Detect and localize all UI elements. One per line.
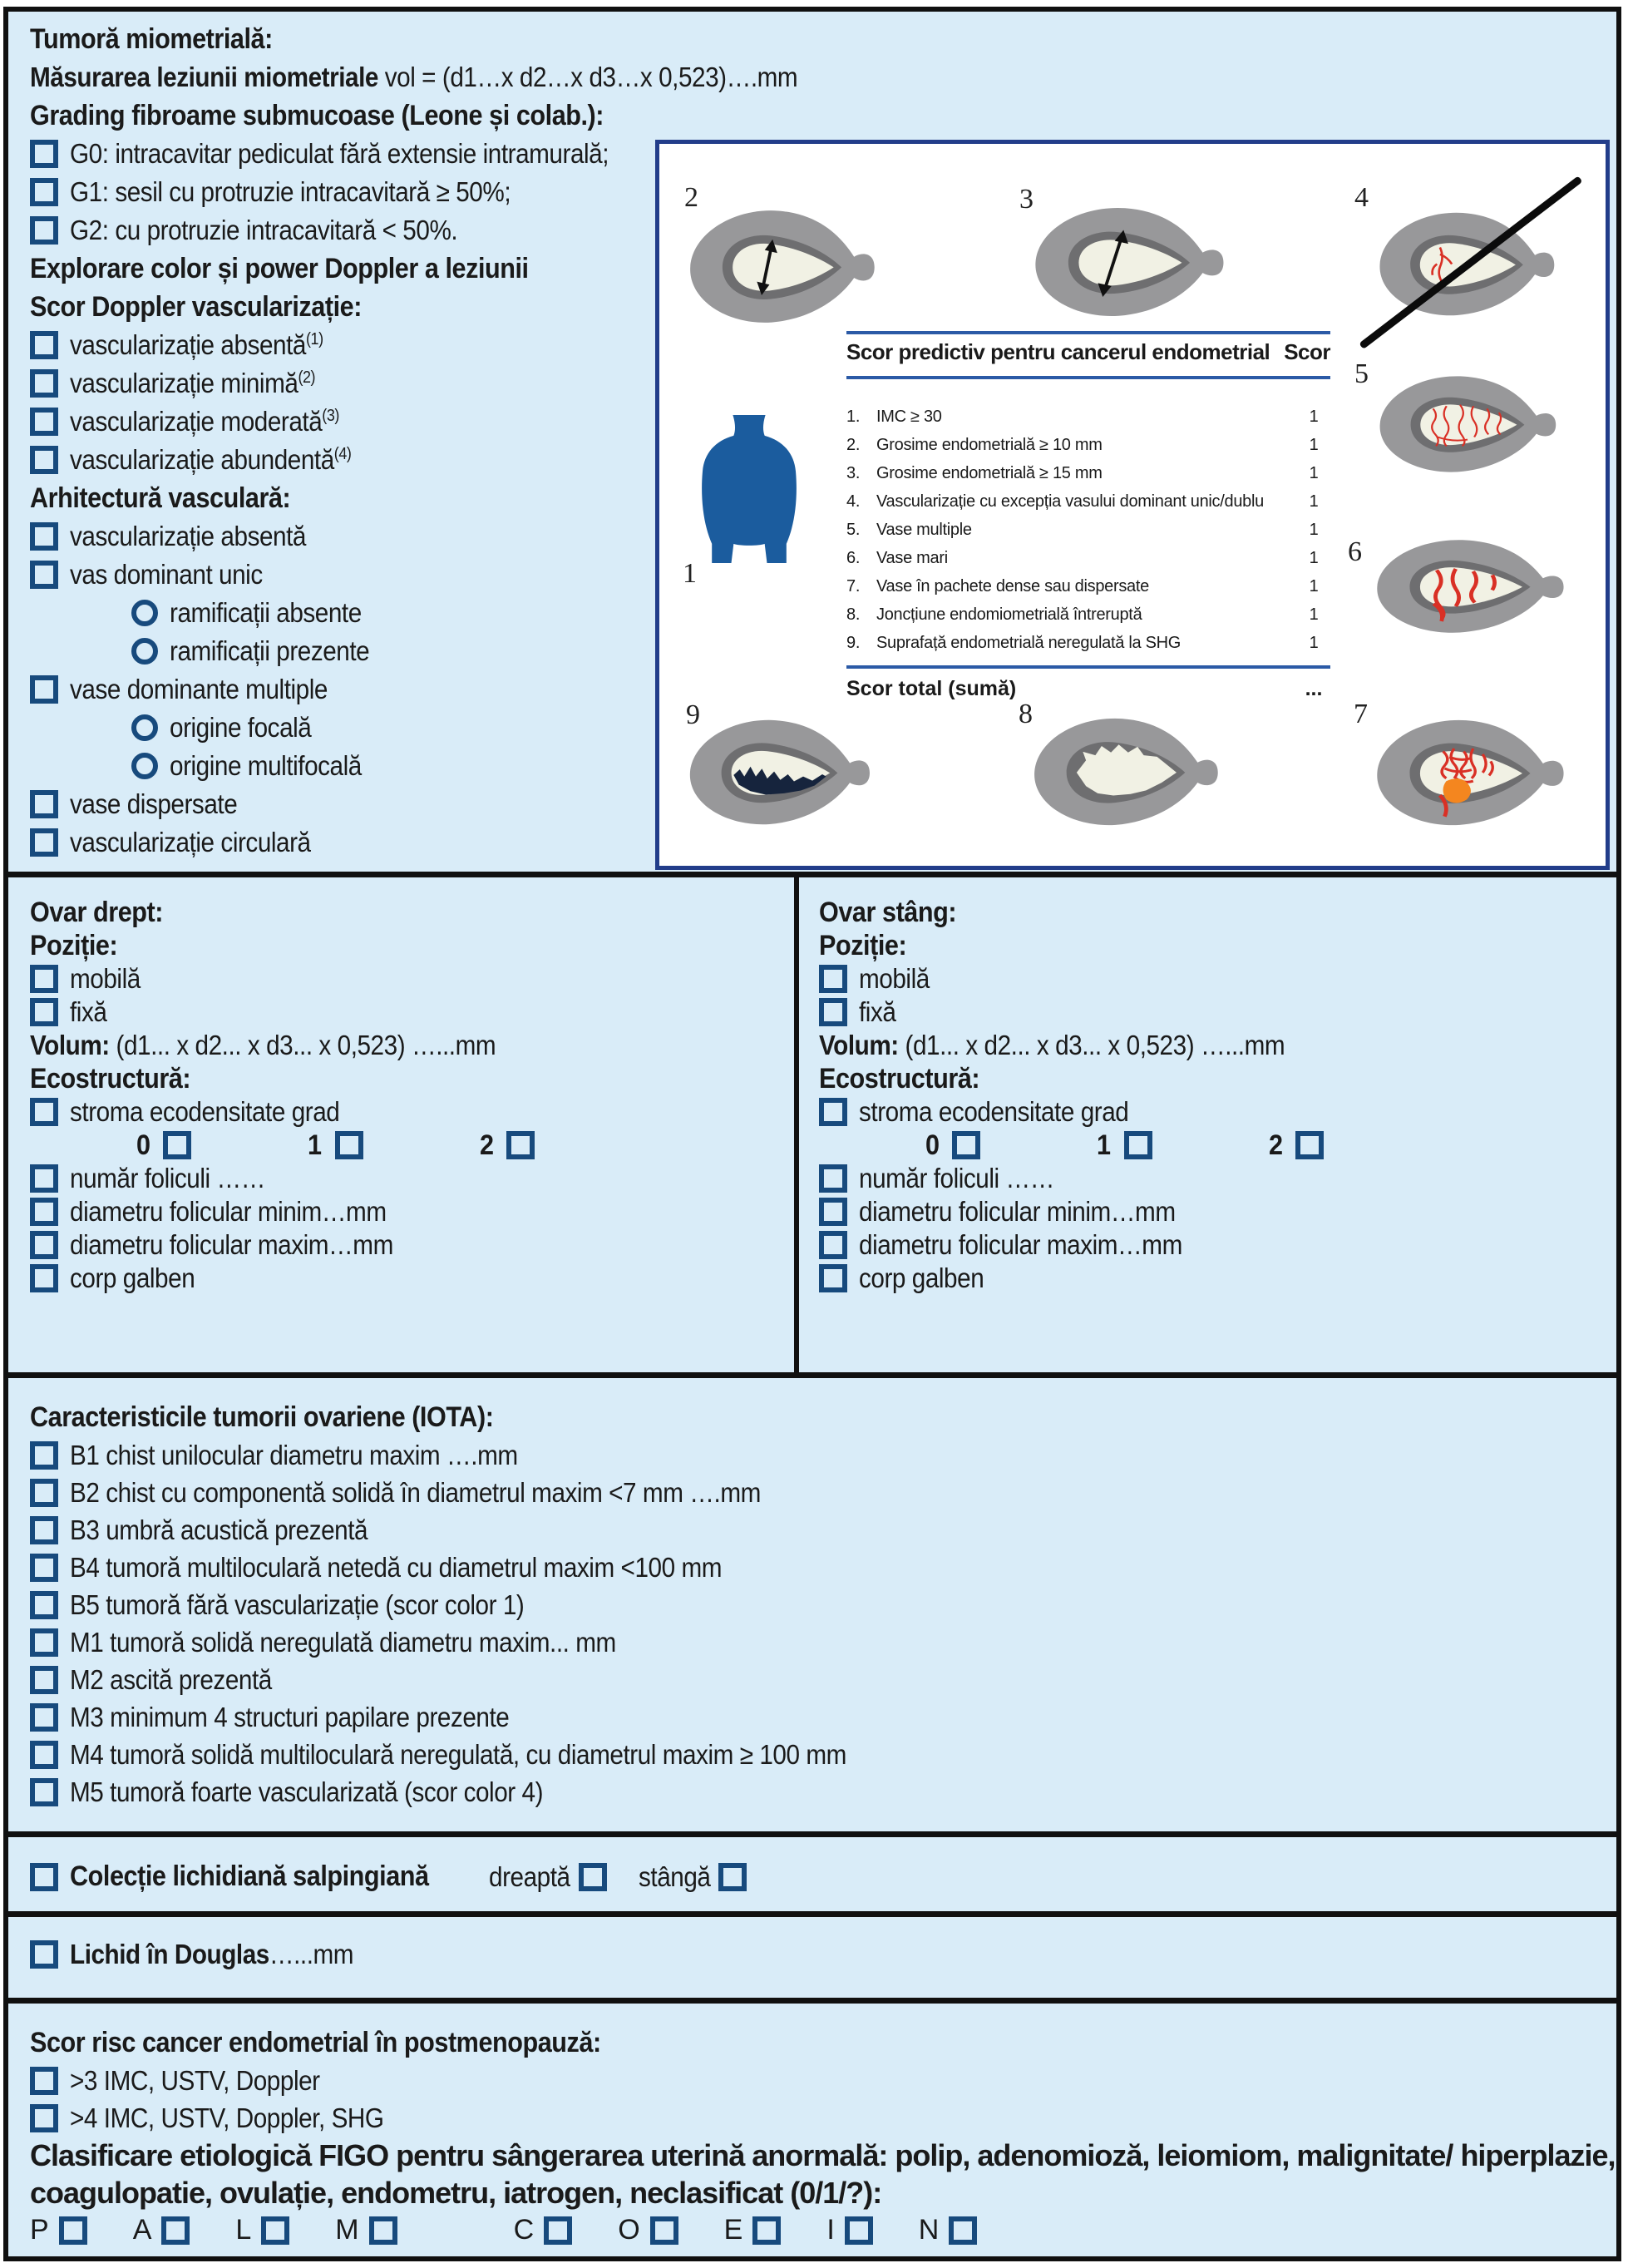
figure-label-8: 8 [1019, 699, 1033, 729]
radio-item-ramificatii-prezente [131, 632, 662, 670]
section-iota [30, 1399, 933, 1811]
checklist-item-m3 [30, 1698, 933, 1736]
checkbox-icon[interactable] [59, 2216, 87, 2245]
uterus-diagram-7 [1367, 716, 1573, 829]
checklist-label: vascularizație abundentă$^{(4)}$ [70, 444, 352, 475]
checklist-item-foliculi [30, 1162, 778, 1195]
section-lichid-douglas [30, 1935, 385, 1973]
table-row: 3. Grosime endometrială ≥ 15 mm 1 [846, 463, 1319, 482]
checklist-label: vase dominante multiple [70, 674, 328, 704]
table-score-header: Scor [1284, 339, 1330, 364]
table-row: 1. IMC ≥ 30 1 [846, 407, 1319, 426]
table-rule [846, 376, 1330, 379]
figo-line2: coagulopatie, ovulație, endometru, iatrogen, neclasificat (0/1/?): [30, 2175, 882, 2210]
checklist-label: B5 tumoră fără vascularizație (scor color 1) [70, 1589, 525, 1620]
checklist-label: M2 ascită prezentă [70, 1663, 272, 1695]
explorare-title: Explorare color și power Doppler a leziunii [30, 252, 529, 284]
checkbox-icon[interactable] [949, 2216, 977, 2245]
checklist-label: număr foliculi …… [70, 1163, 265, 1193]
uterus-diagram-9 [680, 716, 879, 828]
checklist-item-diam-min [30, 1195, 778, 1228]
checklist-label: M3 minimum 4 structuri papilare prezente [70, 1701, 510, 1732]
radio-icon[interactable] [131, 714, 158, 741]
checklist-item-scor3 [30, 2062, 1610, 2099]
checklist-item-g1 [30, 173, 662, 211]
checklist-item-mobila [819, 962, 1601, 996]
checkbox-icon[interactable] [952, 1131, 980, 1159]
checklist-item-vase-dominante [30, 670, 662, 709]
table-row: 4. Vascularizație cu excepția vasului dominant unic/dublu 1 [846, 492, 1319, 511]
arhitectura-title: Arhitectură vasculară: [30, 482, 291, 514]
total-label: Scor total (sumă) [846, 677, 1017, 700]
letter-a: A [132, 2214, 152, 2246]
checklist-item-lichid [30, 1935, 385, 1973]
table-rule [846, 665, 1330, 669]
stroma-grade-options [30, 1129, 778, 1162]
checkbox-icon[interactable] [30, 1666, 58, 1694]
uterus-diagram-2 [680, 206, 884, 327]
checklist-item-scor4 [30, 2099, 1610, 2137]
checkbox-icon[interactable] [30, 140, 58, 168]
checklist-item-b1 [30, 1436, 933, 1474]
checkbox-icon[interactable] [506, 1131, 535, 1159]
checkbox-icon[interactable] [30, 331, 58, 359]
checklist-item-vasc-abundenta [30, 441, 662, 479]
checklist-label: G1: sesil cu protruzie intracavitară ≥ 50%; [70, 176, 511, 207]
checkbox-icon[interactable] [30, 2104, 58, 2132]
checklist-item-m5 [30, 1773, 933, 1811]
checklist-label: B3 umbră acustică prezentă [70, 1514, 368, 1545]
checklist-label: vascularizație circulară [70, 827, 311, 857]
letter-e: E [723, 2214, 743, 2246]
checkbox-icon[interactable] [30, 1479, 58, 1507]
checklist-label: diametru folicular maxim…mm [859, 1229, 1182, 1260]
checklist-item-corp-galben [819, 1262, 1601, 1295]
checkbox-icon[interactable] [30, 1098, 58, 1126]
checklist-item-colectie [30, 1858, 758, 1895]
checkbox-icon[interactable] [30, 1231, 58, 1259]
checkbox-icon[interactable] [30, 446, 58, 474]
checkbox-icon[interactable] [544, 2216, 572, 2245]
checkbox-icon[interactable] [819, 998, 847, 1026]
table-row: 2. Grosime endometrială ≥ 10 mm 1 [846, 435, 1319, 454]
figure-label-1: 1 [683, 558, 697, 589]
checklist-label: număr foliculi …… [859, 1163, 1054, 1193]
table-row: 8. Joncțiune endomiometrială întreruptă 1 [846, 605, 1319, 624]
figure-label-2: 2 [684, 182, 698, 213]
checkbox-icon[interactable] [30, 790, 58, 818]
checklist-item-vasc-absenta [30, 326, 662, 364]
checklist-label: G0: intracavitar pediculat fără extensie intramurală; [70, 138, 609, 169]
section-scor-risc [30, 2024, 1616, 2249]
checkbox-icon[interactable] [819, 1098, 847, 1126]
checkbox-icon[interactable] [30, 369, 58, 398]
figure-label-9: 9 [686, 699, 700, 730]
checklist-label: fixă [70, 996, 107, 1027]
radio-label: ramificații absente [170, 597, 362, 628]
figure-label-4: 4 [1354, 182, 1369, 213]
checklist-label: diametru folicular maxim…mm [70, 1229, 393, 1260]
ecostructura-title: Ecostructură: [819, 1062, 980, 1094]
checkbox-icon[interactable] [30, 2067, 58, 2095]
radio-item-origine-multifocala [131, 747, 662, 785]
checklist-item-b5 [30, 1586, 933, 1623]
table-total-row [846, 677, 1330, 701]
dreapta-label: dreaptă [488, 1860, 570, 1892]
checklist-label: corp galben [859, 1262, 984, 1293]
uterus-diagram-6 [1367, 536, 1573, 636]
checkbox-icon[interactable] [819, 1164, 847, 1193]
table-row: 7. Vase în pachete dense sau dispersate 1 [846, 576, 1319, 595]
checklist-label: vascularizație absentă [70, 521, 306, 551]
checklist-item-fixa [819, 996, 1601, 1029]
checklist-item-foliculi [819, 1162, 1601, 1195]
checklist-label: mobilă [70, 963, 141, 994]
checklist-item-diam-max [819, 1228, 1601, 1262]
section-divider [8, 1998, 1616, 2004]
checkbox-icon[interactable] [30, 1516, 58, 1544]
section-colectie [30, 1858, 758, 1895]
checkbox-icon[interactable] [752, 2216, 781, 2245]
letter-p: P [30, 2214, 49, 2246]
checklist-label: diametru folicular minim…mm [70, 1196, 387, 1227]
checkbox-icon[interactable] [30, 522, 58, 551]
checklist-item-vasc-moderata [30, 403, 662, 441]
checkbox-icon[interactable] [819, 1198, 847, 1226]
checklist-item-b3 [30, 1511, 933, 1549]
checklist-label: >4 IMC, USTV, Doppler, SHG [70, 2102, 384, 2133]
checkbox-icon[interactable] [30, 1863, 58, 1891]
radio-label: ramificații prezente [170, 635, 370, 666]
section-divider [8, 1831, 1616, 1837]
checklist-item-stroma [819, 1095, 1601, 1129]
checklist-label: G2: cu protruzie intracavitară < 50%. [70, 215, 458, 245]
table-title: Scor predictiv pentru cancerul endometrial [846, 339, 1270, 364]
checkbox-icon[interactable] [1295, 1131, 1324, 1159]
checkbox-icon[interactable] [30, 1164, 58, 1193]
checkbox-icon[interactable] [30, 408, 58, 436]
checklist-label: vascularizație absentă$^{(1)}$ [70, 329, 323, 360]
grade-0-label: 0 [136, 1129, 150, 1161]
checkbox-icon[interactable] [335, 1131, 363, 1159]
colectie-label: Colecție lichidiană salpingiană [70, 1860, 429, 1892]
section-tumora-miometriala [30, 20, 798, 862]
checklist-label: M5 tumoră foarte vascularizată (scor color 4) [70, 1776, 544, 1807]
checkbox-icon[interactable] [161, 2216, 190, 2245]
radio-icon[interactable] [131, 600, 158, 626]
checkbox-icon[interactable] [819, 1264, 847, 1292]
checklist-item-g0 [30, 135, 662, 173]
grade-0-label: 0 [925, 1129, 940, 1161]
palm-coein-row [30, 2211, 1610, 2249]
checkbox-icon[interactable] [30, 1591, 58, 1619]
figure-label-5: 5 [1354, 358, 1369, 389]
grade-1-label: 1 [1097, 1129, 1112, 1161]
postmeno-title: Scor risc cancer endometrial în postmenopauză: [30, 2027, 601, 2058]
checkbox-icon[interactable] [30, 1940, 58, 1969]
checklist-label: B1 chist unilocular diametru maxim ….mm [70, 1439, 518, 1470]
column-divider [794, 877, 799, 1378]
checklist-label: stroma ecodensitate grad [70, 1096, 340, 1127]
checklist-label: B4 tumoră multiloculară netedă cu diametrul maxim <100 mm [70, 1551, 723, 1583]
radio-label: origine focală [170, 712, 312, 743]
checklist-item-m2 [30, 1661, 933, 1698]
section-divider [8, 872, 1616, 877]
checklist-label: corp galben [70, 1262, 195, 1293]
letter-i: I [826, 2214, 835, 2246]
volum-line: Volum: (d1... x d2... x d3... x 0,523) …...mm [30, 1030, 496, 1060]
checklist-item-corp-galben [30, 1262, 778, 1295]
checklist-item-arh-absenta [30, 517, 662, 556]
checkbox-icon[interactable] [369, 2216, 397, 2245]
checkbox-icon[interactable] [30, 178, 58, 206]
checkbox-icon[interactable] [30, 1554, 58, 1582]
section-ovar-stang [819, 896, 1601, 1295]
total-value: ... [1305, 677, 1323, 700]
checklist-item-fixa [30, 996, 778, 1029]
checkbox-icon[interactable] [30, 216, 58, 245]
checklist-item-stroma [30, 1095, 778, 1129]
ecostructura-title: Ecostructură: [30, 1062, 191, 1094]
checklist-label: vase dispersate [70, 788, 238, 819]
checklist-label: diametru folicular minim…mm [859, 1196, 1176, 1227]
checkbox-icon[interactable] [163, 1131, 191, 1159]
checkbox-icon[interactable] [30, 675, 58, 704]
checkbox-icon[interactable] [261, 2216, 289, 2245]
figure-label-3: 3 [1019, 184, 1034, 215]
checklist-label: mobilă [859, 963, 930, 994]
checkbox-icon[interactable] [579, 1863, 607, 1891]
uterus-figure [655, 140, 1610, 870]
section-ovar-drept [30, 896, 778, 1295]
checkbox-icon[interactable] [819, 1231, 847, 1259]
table-row: 5. Vase multiple 1 [846, 520, 1319, 539]
checkbox-icon[interactable] [30, 1741, 58, 1769]
section-divider [8, 1911, 1616, 1917]
checkbox-icon[interactable] [1124, 1131, 1152, 1159]
grading-title: Grading fibroame submucoase (Leone și colab.): [30, 99, 604, 131]
section-title: Tumoră miometrială: [30, 22, 273, 55]
figure-label-6: 6 [1348, 536, 1362, 567]
checkbox-icon[interactable] [30, 1441, 58, 1470]
checklist-label: fixă [859, 996, 896, 1027]
checklist-item-m4 [30, 1736, 933, 1773]
ovar-drept-title: Ovar drept: [30, 896, 163, 928]
section-divider [8, 1372, 1616, 1378]
grade-2-label: 2 [1268, 1129, 1283, 1161]
table-rule [846, 331, 1330, 334]
checklist-label: M4 tumoră solidă multiloculară neregulată, cu diametrul maxim ≥ 100 mm [70, 1738, 846, 1770]
figure-label-7: 7 [1354, 699, 1368, 729]
table-row: 9. Suprafață endometrială neregulată la SHG 1 [846, 633, 1319, 652]
checkbox-icon[interactable] [30, 561, 58, 589]
checklist-label: stroma ecodensitate grad [859, 1096, 1129, 1127]
pozitie-title: Poziție: [30, 929, 118, 961]
grade-2-label: 2 [479, 1129, 494, 1161]
checklist-item-b2 [30, 1474, 933, 1511]
checkbox-icon[interactable] [30, 998, 58, 1026]
radio-icon[interactable] [131, 638, 158, 665]
uterus-diagram-5 [1370, 373, 1565, 476]
grade-1-label: 1 [308, 1129, 323, 1161]
letter-m: M [335, 2214, 359, 2246]
predictive-score-table [846, 331, 1330, 722]
checkbox-icon[interactable] [30, 1198, 58, 1226]
checkbox-icon[interactable] [718, 1863, 747, 1891]
stanga-label: stângă [638, 1860, 711, 1892]
checklist-label: vas dominant unic [70, 559, 263, 590]
checklist-label: vascularizație moderată$^{(3)}$ [70, 406, 339, 437]
volum-line: Volum: (d1... x d2... x d3... x 0,523) …...mm [819, 1030, 1285, 1060]
checklist-item-diam-min [819, 1195, 1601, 1228]
checkbox-icon[interactable] [30, 1628, 58, 1657]
uterus-diagram-8 [1024, 714, 1227, 829]
checkbox-icon[interactable] [819, 965, 847, 993]
checklist-item-vasc-minima [30, 364, 662, 403]
body-silhouette-icon [691, 415, 807, 563]
iota-title: Caracteristicile tumorii ovariene (IOTA): [30, 1401, 494, 1433]
table-row: 6. Vase mari 1 [846, 548, 1319, 567]
checklist-item-mobila [30, 962, 778, 996]
letter-n: N [918, 2214, 940, 2246]
pozitie-title: Poziție: [819, 929, 907, 961]
checklist-item-vase-dispersate [30, 785, 662, 823]
checkbox-icon[interactable] [845, 2216, 873, 2245]
checklist-label: vascularizație minimă$^{(2)}$ [70, 368, 316, 398]
masurare-line: Măsurarea leziunii miometriale vol = (d1…x d2…x d3…x 0,523)….mm [30, 62, 798, 92]
checklist-item-g2 [30, 211, 662, 250]
checkbox-icon[interactable] [30, 1778, 58, 1806]
ovar-stang-title: Ovar stâng: [819, 896, 957, 928]
checkbox-icon[interactable] [30, 965, 58, 993]
radio-label: origine multifocală [170, 750, 362, 781]
letter-c: C [513, 2214, 535, 2246]
scor-doppler-title: Scor Doppler vascularizație: [30, 290, 362, 323]
letter-l: L [235, 2214, 252, 2246]
radio-item-origine-focala [131, 709, 662, 747]
checklist-label: M1 tumoră solidă neregulată diametru maxim... mm [70, 1626, 616, 1658]
radio-icon[interactable] [131, 753, 158, 779]
checklist-item-vasc-circulara [30, 823, 662, 862]
checklist-label: B2 chist cu componentă solidă în diametrul maxim <7 mm ….mm [70, 1476, 761, 1508]
checkbox-icon[interactable] [30, 1703, 58, 1732]
uterus-diagram-3 [1025, 204, 1233, 320]
form-page [3, 7, 1621, 2261]
checklist-item-m1 [30, 1623, 933, 1661]
checklist-item-b4 [30, 1549, 933, 1586]
figo-line1: Clasificare etiologică FIGO pentru sângerarea uterină anormală: polip, adenomioză, leiomiom, malignitate/ hiperplazie, [30, 2137, 1616, 2172]
checkbox-icon[interactable] [30, 1264, 58, 1292]
lichid-label: Lichid în Douglas…...mm [70, 1938, 354, 1969]
stroma-grade-options [819, 1129, 1601, 1162]
checklist-item-vas-dominant [30, 556, 662, 594]
checklist-label: >3 IMC, USTV, Doppler [70, 2064, 320, 2096]
checkbox-icon[interactable] [30, 828, 58, 857]
letter-o: O [618, 2214, 640, 2246]
checklist-item-diam-max [30, 1228, 778, 1262]
checkbox-icon[interactable] [650, 2216, 678, 2245]
radio-item-ramificatii-absente [131, 594, 662, 632]
